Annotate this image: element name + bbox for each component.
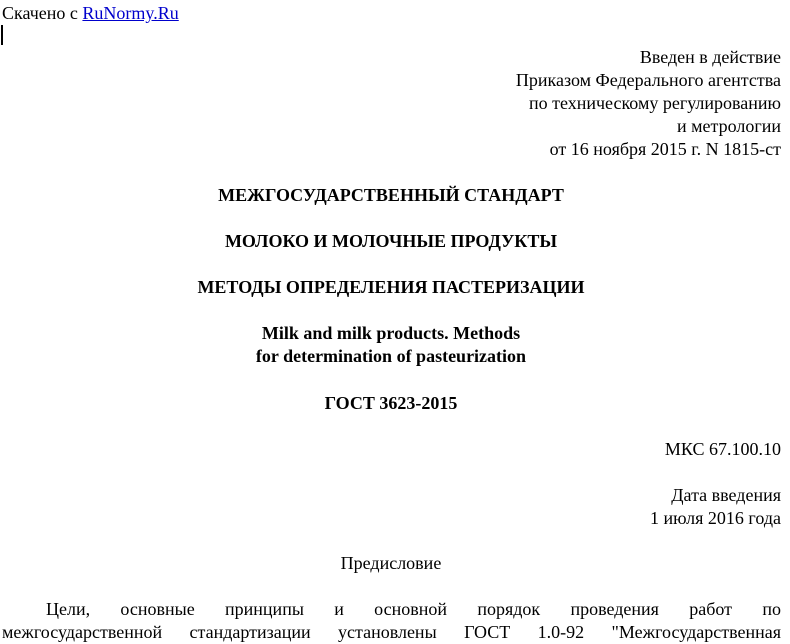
preface-line: Цели, основные принципы и основной порядок проведения работ по — [46, 599, 781, 619]
approval-line: от 16 ноября 2015 г. N 1815-ст — [549, 139, 781, 159]
source-prefix: Скачено с — [2, 3, 83, 23]
preface-line: межгосударственной стандартизации установлены ГОСТ 1.0-92 "Межгосударственная — [2, 622, 781, 642]
standard-title-en-line: for determination of pasteurization — [255, 346, 527, 366]
approval-line: Введен в действие — [639, 47, 781, 67]
standard-title-ru: МОЛОКО И МОЛОЧНЫЕ ПРОДУКТЫ — [224, 231, 558, 251]
intro-date-value: 1 июля 2016 года — [650, 508, 781, 528]
standard-title-en — [0, 322, 782, 368]
approval-line: Приказом Федерального агентства — [515, 70, 781, 90]
approval-line: по техническому регулированию — [528, 93, 781, 113]
text-cursor — [1, 25, 3, 45]
approval-line: и метрологии — [677, 116, 781, 136]
source-link[interactable]: RuNormy.Ru — [82, 3, 179, 23]
mks-code: МКС 67.100.10 — [664, 439, 781, 459]
source-line — [2, 2, 179, 24]
preface-paragraph — [2, 598, 781, 644]
intro-date-block — [650, 484, 781, 530]
standard-subtitle-ru: МЕТОДЫ ОПРЕДЕЛЕНИЯ ПАСТЕРИЗАЦИИ — [197, 277, 585, 297]
gost-number: ГОСТ 3623-2015 — [324, 393, 458, 413]
intro-date-label: Дата введения — [671, 485, 781, 505]
approval-block — [516, 46, 781, 161]
preface-heading: Предисловие — [340, 553, 442, 573]
standard-type: МЕЖГОСУДАРСТВЕННЫЙ СТАНДАРТ — [218, 185, 564, 205]
standard-title-en-line: Milk and milk products. Methods — [261, 323, 521, 343]
